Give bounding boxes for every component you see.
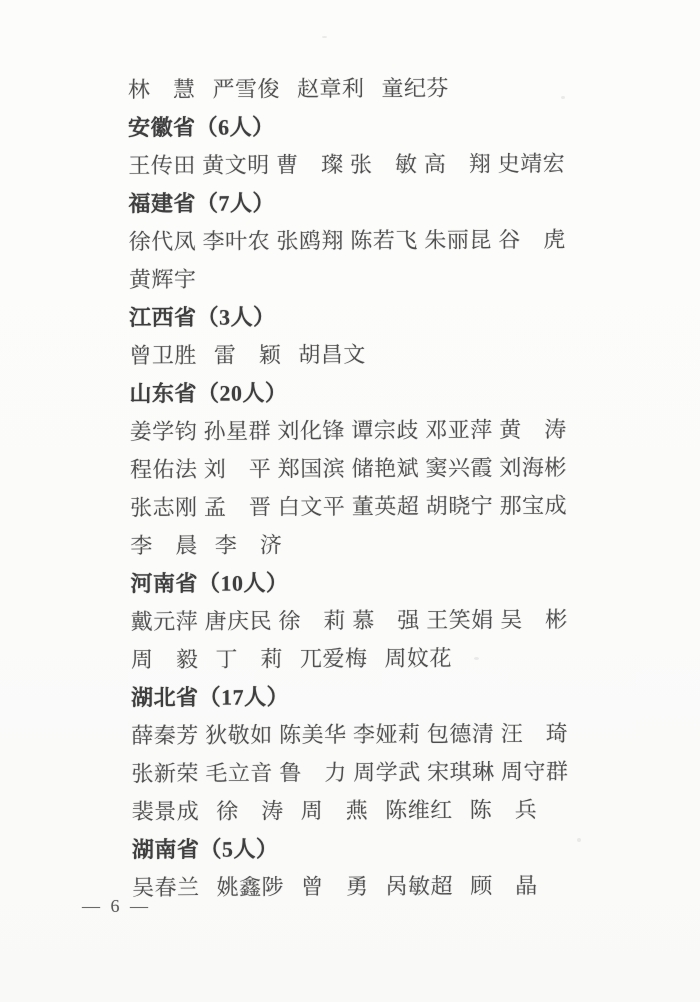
person-name: 胡昌文	[298, 341, 366, 367]
person-name: 谭宗歧	[351, 417, 419, 443]
province-header: 湖北省（17人）	[131, 683, 290, 710]
name-row	[130, 447, 567, 487]
person-name: 宋琪琳	[426, 758, 495, 785]
person-name: 李 晨	[130, 532, 198, 558]
name-row	[130, 523, 567, 563]
person-name: 周 毅	[130, 646, 199, 672]
person-name: 刘海彬	[499, 454, 567, 480]
province-header: 湖南省（5人）	[131, 835, 279, 862]
person-name: 周 燕	[300, 797, 369, 823]
person-name: 兀爱梅	[299, 645, 368, 671]
person-name: 曾 勇	[301, 873, 369, 899]
person-name: 郑国滨	[277, 455, 346, 481]
person-name: 姚鑫陟	[216, 873, 285, 900]
person-name: 那宝成	[499, 492, 568, 518]
person-name: 孟 晋	[203, 493, 272, 520]
name-row	[132, 865, 569, 905]
person-name: 胡晓宁	[425, 492, 494, 519]
person-name: 戴元萍	[130, 608, 199, 634]
person-name: 孙星群	[203, 417, 272, 444]
person-name: 唐庆民	[204, 607, 273, 634]
person-name: 王笑娟	[426, 606, 494, 633]
province-header: 福建省（7人）	[128, 189, 276, 216]
person-name: 张志刚	[130, 494, 198, 520]
person-name: 包德清	[426, 720, 495, 747]
person-name: 徐 涛	[216, 797, 284, 824]
person-name: 张 敏	[349, 151, 418, 177]
name-row	[131, 599, 568, 639]
person-name: 顾 晶	[470, 872, 538, 898]
person-name: 谷 虎	[498, 226, 566, 252]
person-name: 程佑法	[129, 456, 198, 482]
person-name: 吴 彬	[500, 606, 568, 632]
person-name: 储艳斌	[351, 455, 420, 481]
person-name: 刘化锋	[277, 417, 346, 443]
person-name: 陈 兵	[469, 796, 538, 822]
scan-speckle	[474, 657, 479, 660]
name-row	[131, 713, 568, 753]
person-name: 张鸥翔	[276, 227, 345, 253]
person-name: 李 济	[214, 531, 283, 558]
person-name: 慕 强	[352, 607, 420, 633]
name-list	[128, 67, 569, 905]
person-name: 黄文明	[202, 151, 270, 178]
person-name: 徐 莉	[278, 607, 347, 633]
person-name: 呙敏超	[385, 872, 454, 899]
person-name: 薛秦芳	[131, 722, 199, 748]
person-name: 毛立音	[205, 759, 273, 786]
person-name: 鲁 力	[279, 759, 347, 785]
person-name: 曹 璨	[276, 151, 344, 177]
person-name: 周妏花	[384, 644, 453, 671]
person-name: 董英超	[351, 493, 420, 519]
name-row	[131, 637, 568, 677]
province-header: 江西省（3人）	[129, 303, 276, 330]
province-header: 安徽省（6人）	[128, 113, 275, 140]
name-row	[129, 257, 566, 297]
person-name: 陈美华	[279, 721, 347, 747]
person-name: 吴春兰	[132, 874, 200, 900]
person-name: 陈若飞	[350, 227, 418, 253]
person-name: 刘 平	[203, 455, 272, 482]
scan-speckle	[322, 36, 327, 38]
person-name: 黄 涛	[499, 416, 567, 442]
page-number: — 6 —	[82, 896, 151, 916]
person-name: 林 慧	[127, 76, 196, 102]
person-name: 周守群	[500, 758, 569, 784]
name-row	[130, 485, 567, 525]
name-row	[128, 143, 565, 183]
person-name: 陈维红	[385, 796, 453, 823]
person-name: 严雪俊	[212, 75, 281, 102]
scan-speckle	[577, 838, 581, 842]
name-row	[131, 751, 568, 791]
person-name: 窦兴霞	[425, 454, 494, 481]
person-name: 白文平	[277, 493, 346, 519]
name-row	[132, 789, 569, 829]
person-name: 朱丽昆	[424, 226, 492, 253]
name-row	[129, 219, 566, 259]
person-name: 邓亚萍	[425, 416, 493, 443]
person-name: 雷 颖	[213, 341, 282, 368]
person-name: 丁 莉	[215, 645, 283, 672]
person-name: 汪 琦	[500, 720, 569, 746]
name-row	[130, 409, 567, 449]
person-name: 狄敬如	[205, 721, 273, 748]
person-name: 李叶农	[202, 227, 271, 254]
person-name: 王传田	[128, 152, 196, 178]
province-header: 山东省（20人）	[129, 379, 288, 406]
name-row	[128, 67, 565, 107]
person-name: 赵章利	[296, 75, 365, 101]
province-header: 河南省（10人）	[130, 569, 289, 596]
person-name: 周学武	[353, 759, 421, 785]
person-name: 高 翔	[423, 150, 492, 177]
person-name: 姜学钧	[129, 418, 198, 444]
person-name: 黄辉宇	[128, 266, 197, 292]
scan-speckle	[561, 96, 565, 99]
person-name: 童纪芬	[381, 74, 450, 101]
person-name: 张新荣	[131, 760, 200, 786]
person-name: 曾卫胜	[129, 342, 197, 368]
name-row	[129, 333, 566, 373]
person-name: 徐代凤	[128, 228, 197, 254]
person-name: 史靖宏	[497, 150, 566, 176]
person-name: 李娅莉	[352, 721, 421, 747]
person-name: 裴景成	[131, 798, 200, 824]
